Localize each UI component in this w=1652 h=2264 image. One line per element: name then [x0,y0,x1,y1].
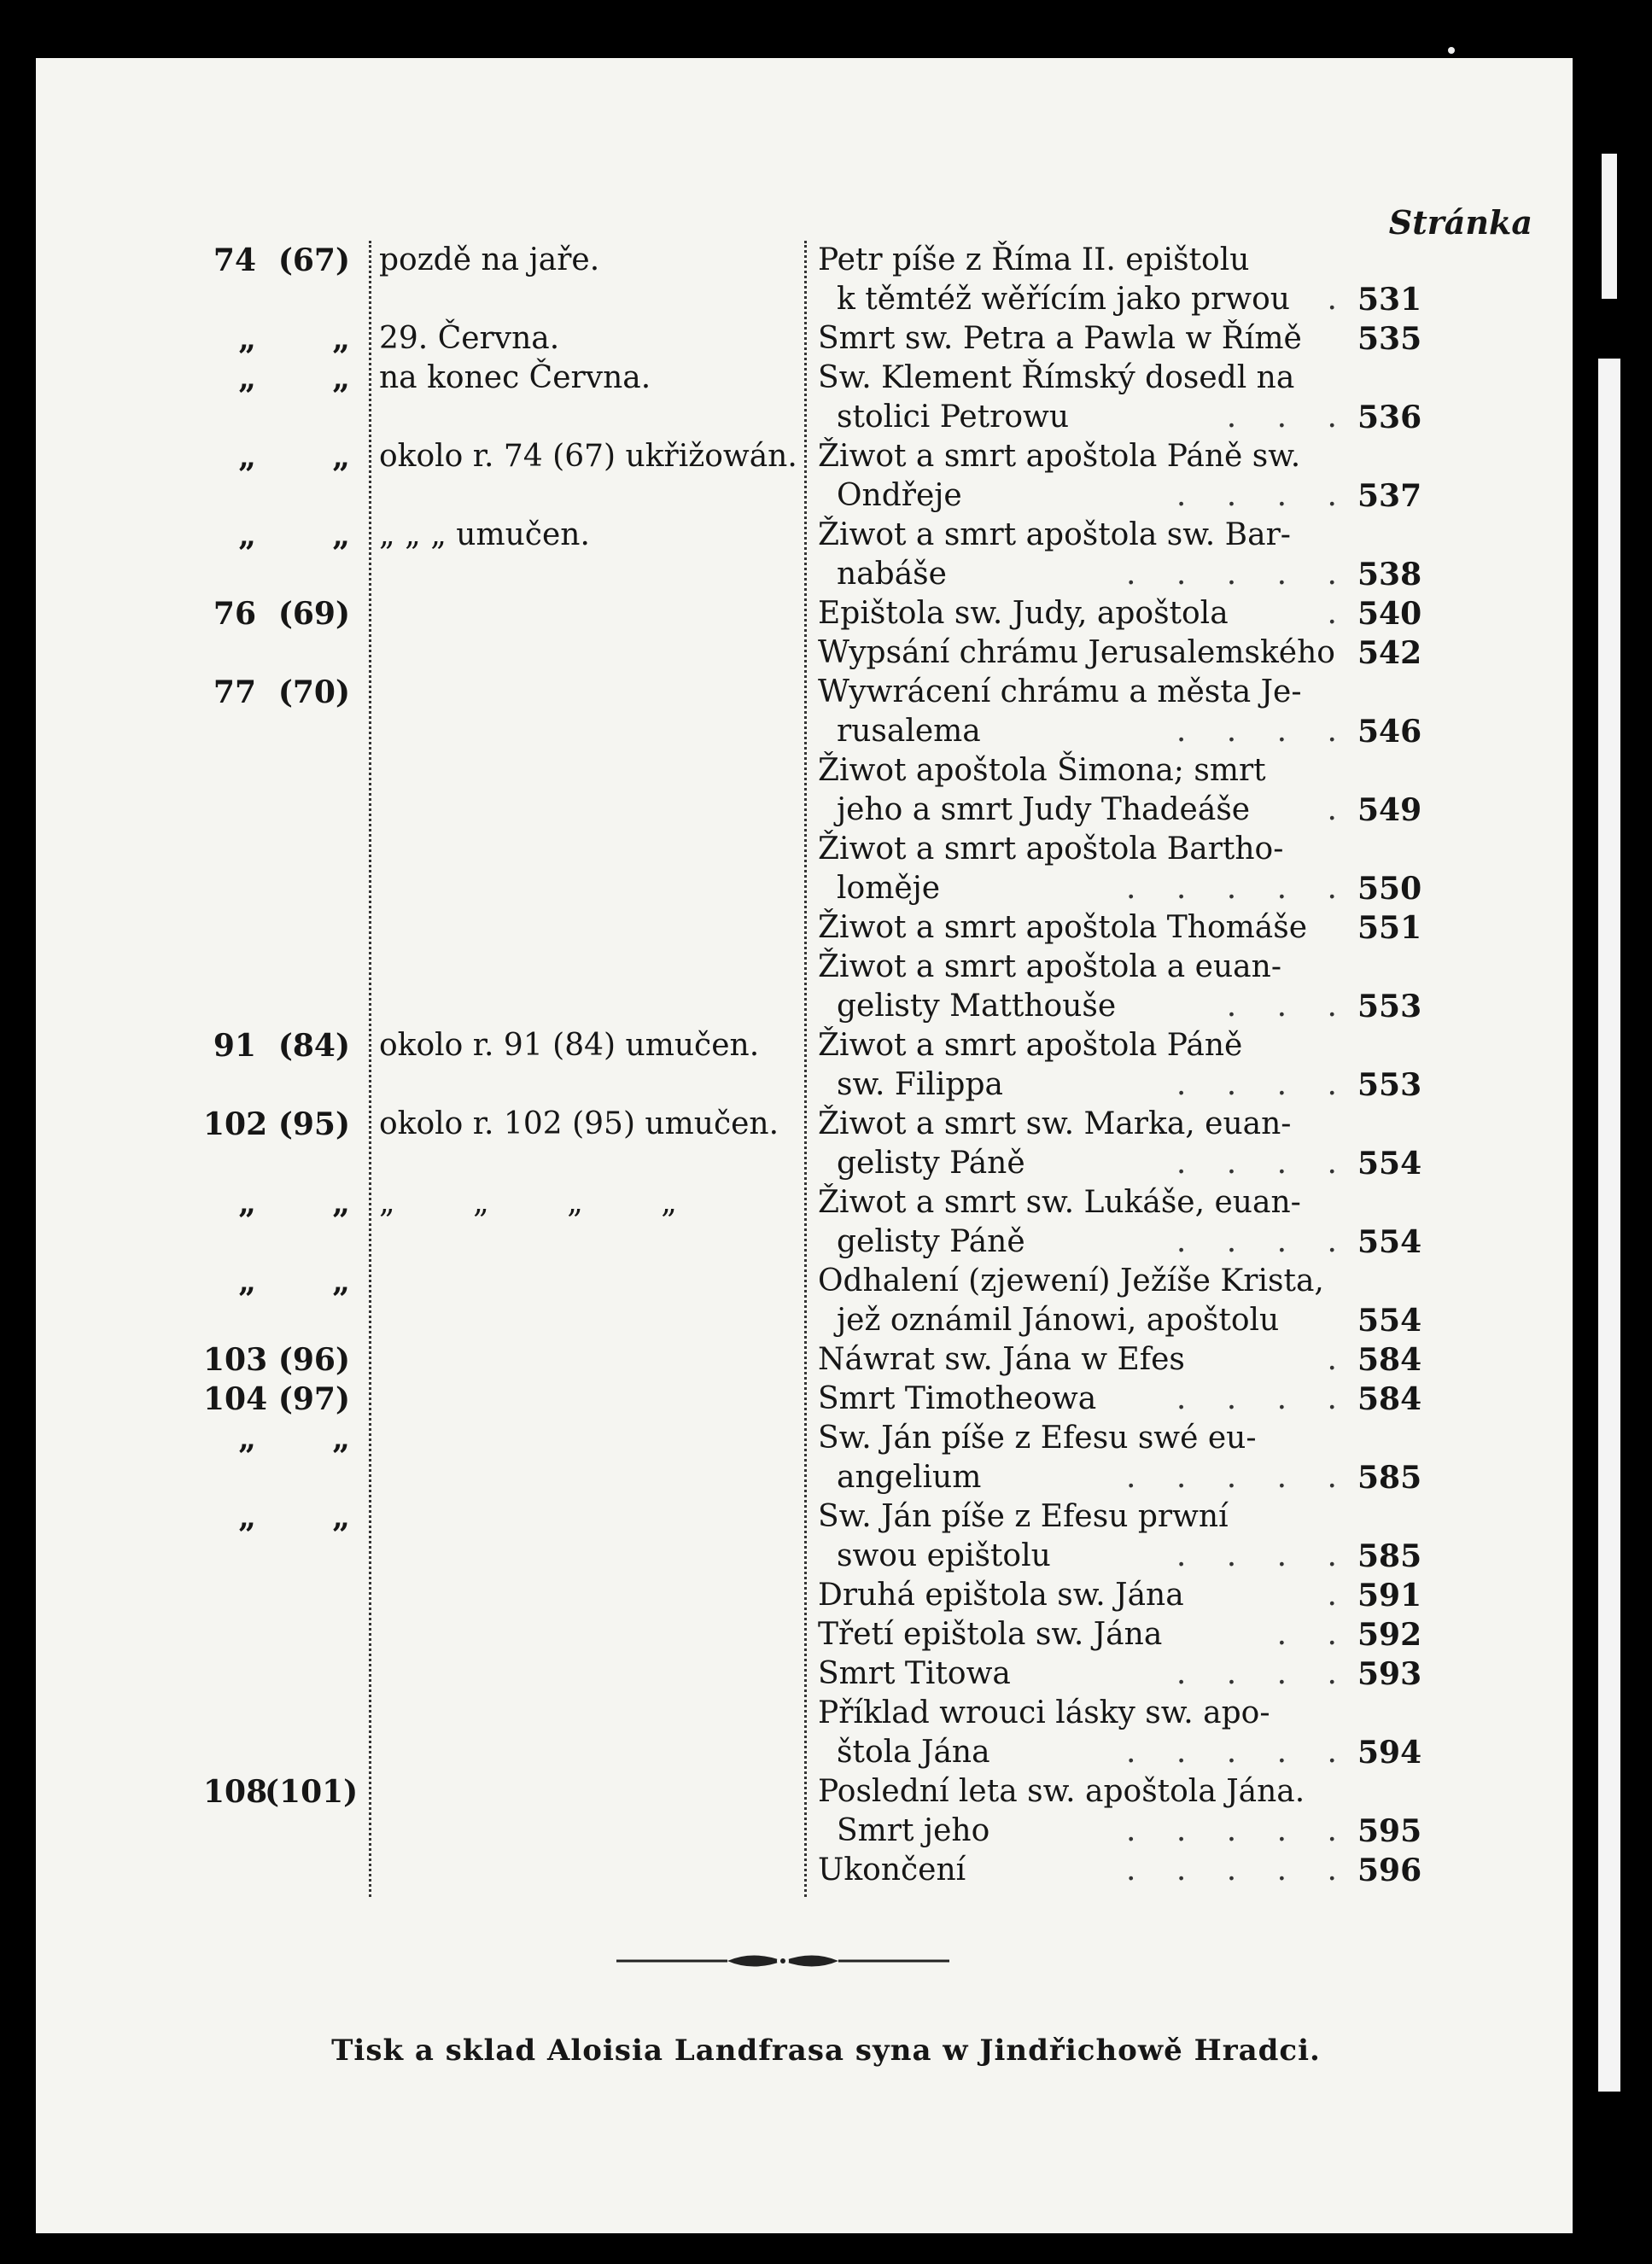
page-number: 554 [1357,1303,1422,1339]
year-cell: „ [238,321,256,357]
list-item: Druhá epištola sw. Jána . 591 [818,1578,1422,1613]
event-cell: okolo r. 74 (67) ukřižowán. [379,439,797,474]
table-row [203,1772,359,1812]
page-number: 553 [1357,989,1422,1024]
event-cell: pozdě na jaře. [379,242,600,277]
list-item: Žiwot a smrt sw. Lukáše, euan- gelisty Páně . . . . 554 [818,1185,1422,1260]
scan-edge-mark [1602,154,1617,299]
year-alt-cell: „ [332,1263,350,1299]
year-cell: 91 [213,1028,256,1064]
scan-speck [1448,47,1455,54]
page-number: 540 [1357,596,1422,632]
list-item: Žiwot a smrt apoštola Bartho- loměje . . . . . 550 [818,831,1422,907]
year-alt-cell: (95) [277,1106,350,1142]
list-item: Náwrat sw. Jána w Efes . 584 [818,1342,1422,1378]
page-number: 585 [1357,1538,1422,1574]
page-number: 531 [1357,282,1422,318]
list-item: Odhalení (zjewení) Ježíše Krista, jež oznámil Jánowi, apoštolu 554 [818,1263,1422,1339]
page-number: 596 [1357,1853,1422,1888]
page-number: 542 [1357,635,1422,671]
page-number: 584 [1357,1381,1422,1417]
table-row [203,1497,350,1538]
page-number: 535 [1357,321,1422,357]
year-cell: „ [238,1263,256,1299]
page-number: 551 [1357,910,1422,946]
event-cell: „ „ „ umučen. [379,517,590,552]
year-cell: 108 [203,1774,268,1810]
year-alt-cell: (97) [277,1381,350,1417]
list-item: Smrt Titowa . . . . 593 [818,1656,1422,1692]
list-item: Příklad wrouci lásky sw. apo- štola Jána . . . . . 594 [818,1695,1422,1771]
page-number: 538 [1357,557,1422,592]
year-cell: „ [238,360,256,396]
table-row [203,1262,350,1302]
list-item: Smrt sw. Petra a Pawla w Římě 535 [818,321,1422,357]
year-alt-cell: (84) [277,1028,350,1064]
list-item: Epištola sw. Judy, apoštola . 540 [818,596,1422,632]
year-cell: 74 [213,242,256,278]
list-item: Sw. Klement Římský dosedl na stolici Petrowu . . . 536 [818,360,1422,435]
page-number: 584 [1357,1342,1422,1378]
year-alt-cell: (67) [277,242,350,278]
table-row [203,437,350,477]
year-cell: „ [238,1421,256,1456]
page-number: 591 [1357,1578,1422,1613]
page-number: 595 [1357,1813,1422,1849]
year-cell: 76 [213,596,256,632]
year-cell: 104 [203,1381,268,1417]
table-row [203,1419,350,1459]
list-item: Smrt Timotheowa . . . . 584 [818,1381,1422,1417]
list-item: Žiwot a smrt apoštola Páně sw. Ondřeje . . . . 537 [818,439,1422,514]
event-cell: okolo r. 102 (95) umučen. [379,1106,779,1141]
list-item: Poslední leta sw. apoštola Jána. Smrt jeho . . . . . 595 [818,1774,1422,1849]
year-alt-cell: „ [332,360,350,396]
list-item: Wypsání chrámu Jerusalemského 542 [818,635,1422,671]
table-row [203,1380,350,1420]
table-row [203,1105,350,1145]
page-number: 549 [1357,792,1422,828]
page-number: 546 [1357,714,1422,750]
list-item: Ukončení . . . . . 596 [818,1853,1422,1888]
list-item: Sw. Ján píše z Efesu prwní swou epištolu . . . . 585 [818,1499,1422,1574]
year-alt-cell: (96) [277,1342,350,1378]
page-number: 593 [1357,1656,1422,1692]
list-item: Žiwot a smrt sw. Marka, euan- gelisty Páně . . . . 554 [818,1106,1422,1182]
table-row [203,241,350,281]
column-divider [804,241,807,1897]
table-row [203,516,350,556]
table-row [203,594,350,634]
table-row [203,1026,350,1066]
year-cell: „ [238,517,256,553]
table-row [203,319,350,359]
list-item: Žiwot apoštola Šimona; smrt jeho a smrt Judy Thadeáše . 549 [818,753,1422,828]
column-divider [369,241,371,1897]
year-cell: 77 [213,674,256,710]
page-number: 554 [1357,1146,1422,1182]
page-number: 585 [1357,1460,1422,1496]
list-item: Žiwot a smrt apoštola a euan- gelisty Matthouše . . . 553 [818,949,1422,1024]
page-number: 550 [1357,871,1422,907]
table-row [203,1183,350,1223]
year-alt-cell: „ [332,321,350,357]
list-item: Žiwot a smrt apoštola Páně sw. Filippa . . . . 553 [818,1028,1422,1103]
page-number: 592 [1357,1617,1422,1653]
list-item: Petr píše z Říma II. epištolu k těmtéž wěřícím jako prwou . 531 [818,242,1422,318]
scan-edge-mark [1598,359,1620,2092]
year-alt-cell: (69) [277,596,350,632]
event-cell: na konec Června. [379,360,651,395]
year-alt-cell: „ [332,517,350,553]
event-cell: okolo r. 91 (84) umučen. [379,1028,760,1063]
year-cell: 103 [203,1342,268,1378]
year-cell: „ [238,1499,256,1535]
page-column-header: Stránka [1388,203,1532,242]
year-alt-cell: (101) [265,1774,359,1810]
year-alt-cell: „ [332,1185,350,1221]
event-cell: „ „ „ „ [379,1185,711,1220]
page-number: 594 [1357,1735,1422,1771]
page-number: 554 [1357,1224,1422,1260]
list-item: Žiwot a smrt apoštola sw. Bar- nabáše . . . . . 538 [818,517,1422,592]
table-row [203,1340,350,1380]
printer-imprint: Tisk a sklad Aloisia Landfrasa syna w Jindřichowě Hradci. [331,2034,1321,2068]
year-alt-cell: „ [332,1499,350,1535]
list-item: Sw. Ján píše z Efesu swé eu- angelium . . . . . 585 [818,1421,1422,1496]
year-alt-cell: „ [332,1421,350,1456]
year-alt-cell: (70) [277,674,350,710]
ornament-divider-icon [616,1948,949,1974]
year-cell: „ [238,439,256,475]
table-row [203,673,350,713]
list-item: Třetí epištola sw. Jána . . 592 [818,1617,1422,1653]
list-item: Wywrácení chrámu a města Je- rusalema . . . . 546 [818,674,1422,750]
page-number: 553 [1357,1067,1422,1103]
page-number: 536 [1357,400,1422,435]
event-cell: 29. Června. [379,321,560,356]
year-cell: „ [238,1185,256,1221]
page-number: 537 [1357,478,1422,514]
table-row [203,359,350,399]
year-alt-cell: „ [332,439,350,475]
year-cell: 102 [203,1106,268,1142]
list-item: Žiwot a smrt apoštola Thomáše 551 [818,910,1422,946]
